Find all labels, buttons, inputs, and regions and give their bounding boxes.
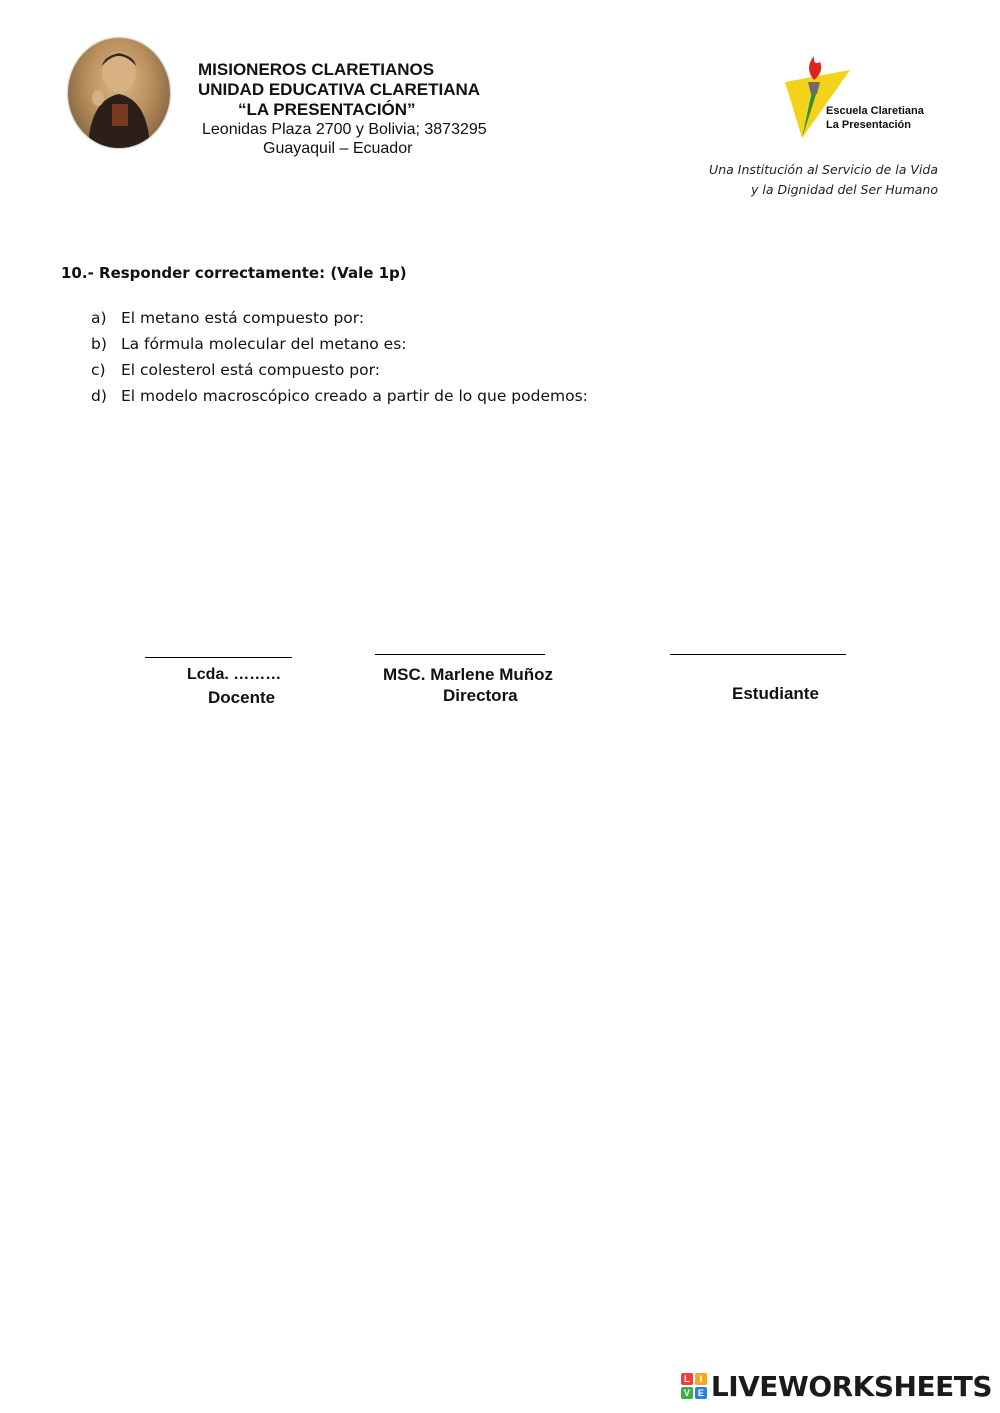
liveworksheets-watermark <box>681 1369 992 1403</box>
liveworksheets-logo-icon <box>681 1373 707 1399</box>
tile-i: I <box>695 1373 707 1385</box>
item-letter: d) <box>91 387 107 405</box>
logo-line2: La Presentación <box>826 119 911 131</box>
director-name: MSC. Marlene Muñoz <box>383 665 554 684</box>
item-text: El metano está compuesto por: <box>121 309 365 327</box>
list-item <box>91 332 588 358</box>
item-text: El colesterol está compuesto por: <box>121 361 380 379</box>
motto-line1: Una Institución al Servicio de la Vida <box>709 162 938 177</box>
list-item <box>91 384 588 410</box>
item-text: La fórmula molecular del metano es: <box>121 335 407 353</box>
motto <box>709 160 938 200</box>
teacher-name: Lcda. ……… <box>187 666 282 683</box>
school-logo <box>780 52 930 142</box>
question-list <box>91 306 588 410</box>
list-item <box>91 306 588 332</box>
org-line1: MISIONEROS CLARETIANOS <box>198 60 435 79</box>
director-role: Directora <box>443 686 518 705</box>
tile-l: L <box>681 1373 693 1385</box>
student-role: Estudiante <box>732 684 819 703</box>
student-signature-line <box>670 654 846 655</box>
founder-portrait <box>68 38 170 148</box>
watermark-text: LIVEWORKSHEETS <box>710 1369 992 1403</box>
org-line2: UNIDAD EDUCATIVA CLARETIANA <box>198 80 481 99</box>
list-item <box>91 358 588 384</box>
item-text: El modelo macroscópico creado a partir de lo que podemos: <box>121 387 588 405</box>
tile-e: E <box>695 1387 707 1399</box>
logo-line1: Escuela Claretiana <box>826 105 924 117</box>
school-city: Guayaquil – Ecuador <box>263 140 413 157</box>
school-address: Leonidas Plaza 2700 y Bolivia; 3873295 <box>202 121 487 138</box>
tile-v: V <box>681 1387 693 1399</box>
teacher-role: Docente <box>208 688 276 707</box>
school-header <box>198 60 538 158</box>
item-letter: a) <box>91 309 107 327</box>
item-letter: b) <box>91 335 107 353</box>
teacher-signature-line <box>145 657 292 658</box>
question-title: 10.- Responder correctamente: (Vale 1p) <box>61 264 407 282</box>
director-signature-line <box>375 654 545 655</box>
item-letter: c) <box>91 361 106 379</box>
school-name: “LA PRESENTACIÓN” <box>238 100 416 119</box>
motto-line2: y la Dignidad del Ser Humano <box>751 182 938 197</box>
